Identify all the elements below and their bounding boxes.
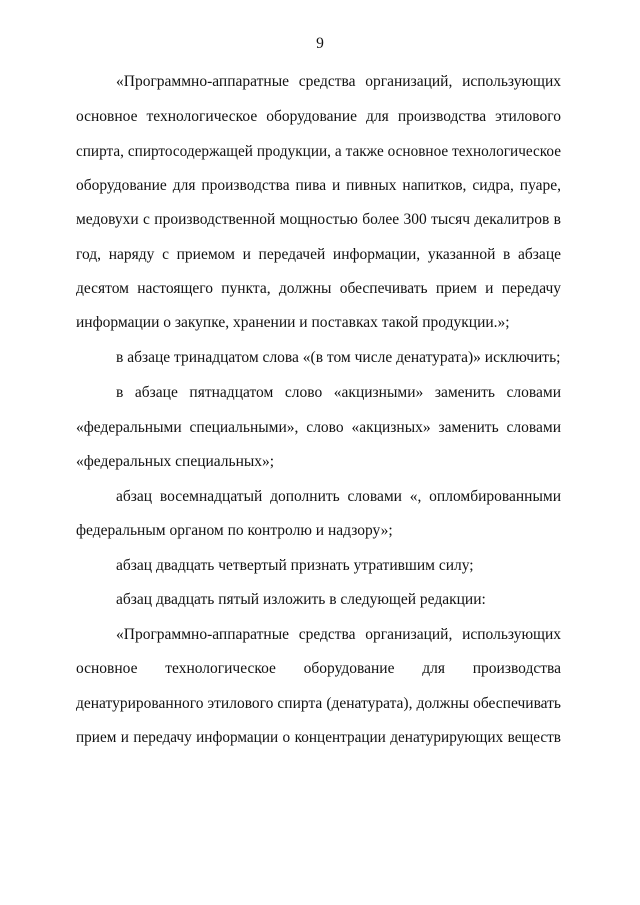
text-line: абзац двадцать пятый изложить в следующей редакции: xyxy=(116,591,486,608)
text-line: «Программно-аппаратные средства организаций, использующих xyxy=(116,626,561,643)
text-line: год, наряду с приемом и передачей информации, указанной в абзаце xyxy=(76,246,561,263)
text-line: федеральным органом по контролю и надзору»; xyxy=(76,522,393,539)
text-line: в абзаце тринадцатом слова «(в том числе денатурата)» исключить; xyxy=(116,349,561,366)
text-line: прием и передачу информации о концентрации денатурирующих веществ xyxy=(76,729,561,746)
text-line: спирта, спиртосодержащей продукции, а также основное технологическое xyxy=(76,143,561,160)
text-line: в абзаце пятнадцатом слово «акцизными» заменить словами xyxy=(116,384,561,401)
text-line: денатурированного этилового спирта (денатурата), должны обеспечивать xyxy=(76,695,561,712)
page-number: 9 xyxy=(316,35,324,52)
text-line: основное технологическое оборудование для производства xyxy=(76,660,561,677)
text-line: оборудование для производства пива и пивных напитков, сидра, пуаре, xyxy=(76,177,561,194)
text-line: абзац двадцать четвертый признать утратившим силу; xyxy=(116,557,474,574)
text-line: десятом настоящего пункта, должны обеспечивать прием и передачу xyxy=(76,280,561,297)
text-line: «федеральными специальными», слово «акцизных» заменить словами xyxy=(76,419,561,436)
text-line: «Программно-аппаратные средства организаций, использующих xyxy=(116,73,561,90)
text-line: информации о закупке, хранении и поставках такой продукции.»; xyxy=(76,314,510,331)
text-line: «федеральных специальных»; xyxy=(76,453,275,470)
text-line: медовухи с производственной мощностью более 300 тысяч декалитров в xyxy=(76,211,561,228)
text-line: абзац восемнадцатый дополнить словами «, опломбированными xyxy=(116,488,561,505)
text-line: основное технологическое оборудование для производства этилового xyxy=(76,108,561,125)
